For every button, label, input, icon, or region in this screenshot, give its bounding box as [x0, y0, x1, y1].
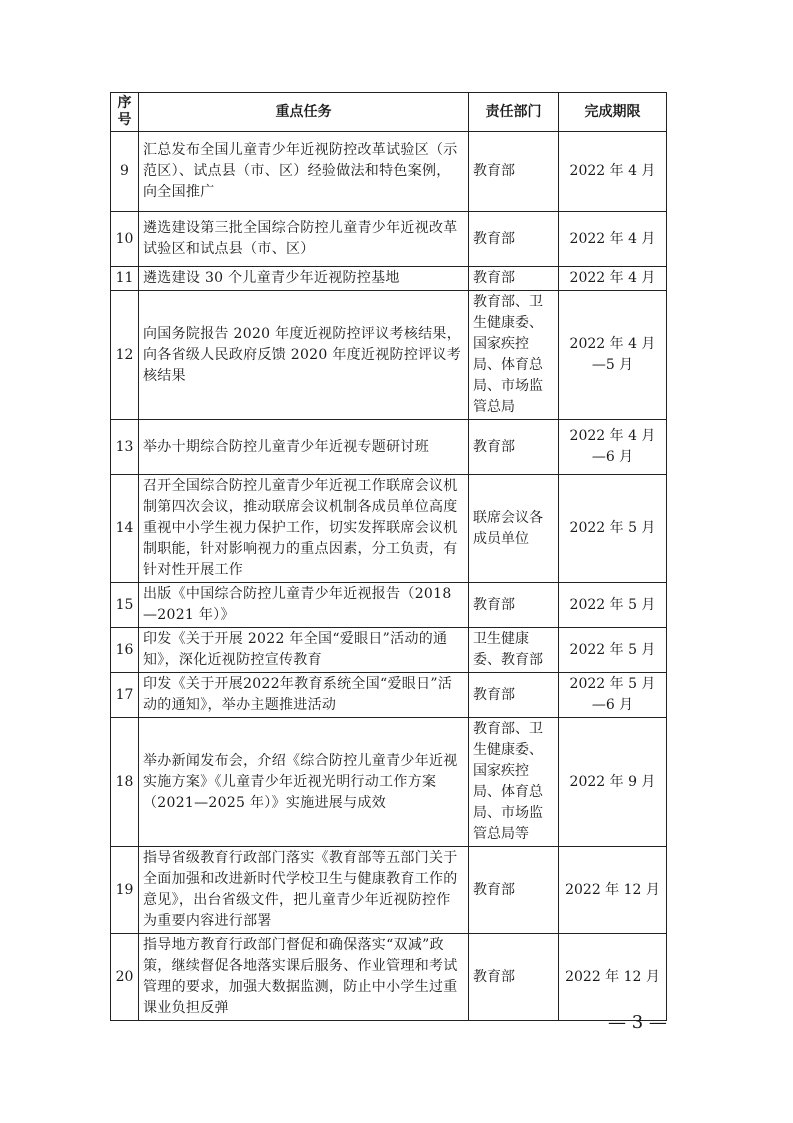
table-row [111, 132, 667, 212]
row-date: 2022 年 5 月 [559, 628, 667, 673]
table-row [111, 847, 667, 934]
header-responsible-dept: 责任部门 [469, 93, 559, 132]
table-row [111, 267, 667, 291]
row-task: 指导地方教育行政部门督促和确保落实“双减”政策，继续督促各地落实课后服务、作业管理和考试管理的要求，加强大数据监测，防止中小学生过重课业负担反弹 [139, 934, 469, 1021]
table-row [111, 934, 667, 1021]
row-date: 2022 年 12 月 [559, 847, 667, 934]
row-task: 遴选建设 30 个儿童青少年近视防控基地 [139, 267, 469, 291]
row-number: 12 [111, 291, 139, 420]
row-date: 2022 年 5 月—6 月 [559, 673, 667, 718]
row-dept: 教育部 [469, 267, 559, 291]
row-number: 17 [111, 673, 139, 718]
row-number: 13 [111, 420, 139, 475]
table-row [111, 291, 667, 420]
page-number: — 3 — [608, 1012, 667, 1033]
header-deadline: 完成期限 [559, 93, 667, 132]
table-row [111, 420, 667, 475]
row-date: 2022 年 4 月 [559, 132, 667, 212]
row-task: 遴选建设第三批全国综合防控儿童青少年近视改革试验区和试点县（市、区） [139, 212, 469, 267]
row-task: 举办十期综合防控儿童青少年近视专题研讨班 [139, 420, 469, 475]
row-dept: 教育部 [469, 847, 559, 934]
row-number: 9 [111, 132, 139, 212]
row-dept: 教育部、卫生健康委、国家疾控局、体育总局、市场监管总局等 [469, 718, 559, 847]
row-task: 汇总发布全国儿童青少年近视防控改革试验区（示范区）、试点县（市、区）经验做法和特色案例，向全国推广 [139, 132, 469, 212]
row-date: 2022 年 9 月 [559, 718, 667, 847]
row-number: 19 [111, 847, 139, 934]
row-task: 指导省级教育行政部门落实《教育部等五部门关于全面加强和改进新时代学校卫生与健康教育工作的意见》，出台省级文件，把儿童青少年近视防控作为重要内容进行部署 [139, 847, 469, 934]
row-date: 2022 年 5 月 [559, 475, 667, 583]
row-task: 出版《中国综合防控儿童青少年近视报告（2018—2021 年）》 [139, 583, 469, 628]
row-dept: 教育部 [469, 132, 559, 212]
row-dept: 教育部 [469, 212, 559, 267]
row-date: 2022 年 4 月—5 月 [559, 291, 667, 420]
row-number: 20 [111, 934, 139, 1021]
table-row [111, 212, 667, 267]
row-date: 2022 年 12 月 [559, 934, 667, 1021]
table-row [111, 475, 667, 583]
row-task: 向国务院报告 2020 年度近视防控评议考核结果，向各省级人民政府反馈 2020 年度近视防控评议考核结果 [139, 291, 469, 420]
row-number: 15 [111, 583, 139, 628]
table-row [111, 718, 667, 847]
row-dept: 卫生健康委、教育部 [469, 628, 559, 673]
row-number: 11 [111, 267, 139, 291]
table-row [111, 673, 667, 718]
row-task: 召开全国综合防控儿童青少年近视工作联席会议机制第四次会议，推动联席会议机制各成员单位高度重视中小学生视力保护工作，切实发挥联席会议机制职能，针对影响视力的重点因素，分工负责，有针对性开展工作 [139, 475, 469, 583]
row-number: 14 [111, 475, 139, 583]
row-task: 举办新闻发布会，介绍《综合防控儿童青少年近视实施方案》《儿童青少年近视光明行动工作方案（2021—2025 年）》实施进展与成效 [139, 718, 469, 847]
row-date: 2022 年 4 月—6 月 [559, 420, 667, 475]
row-task: 印发《关于开展 2022 年全国“爱眼日”活动的通知》，深化近视防控宣传教育 [139, 628, 469, 673]
row-date: 2022 年 5 月 [559, 583, 667, 628]
row-date: 2022 年 4 月 [559, 212, 667, 267]
row-number: 10 [111, 212, 139, 267]
row-date: 2022 年 4 月 [559, 267, 667, 291]
row-dept: 教育部 [469, 934, 559, 1021]
row-task: 印发《关于开展2022年教育系统全国“爱眼日”活动的通知》，举办主题推进活动 [139, 673, 469, 718]
row-dept: 联席会议各成员单位 [469, 475, 559, 583]
row-dept: 教育部、卫生健康委、国家疾控局、体育总局、市场监管总局 [469, 291, 559, 420]
row-number: 18 [111, 718, 139, 847]
task-table [110, 92, 667, 1021]
row-dept: 教育部 [469, 420, 559, 475]
header-serial-number: 序号 [111, 93, 139, 132]
header-key-task: 重点任务 [139, 93, 469, 132]
row-dept: 教育部 [469, 673, 559, 718]
table-row [111, 628, 667, 673]
table-header-row [111, 93, 667, 132]
row-dept: 教育部 [469, 583, 559, 628]
table-row [111, 583, 667, 628]
row-number: 16 [111, 628, 139, 673]
